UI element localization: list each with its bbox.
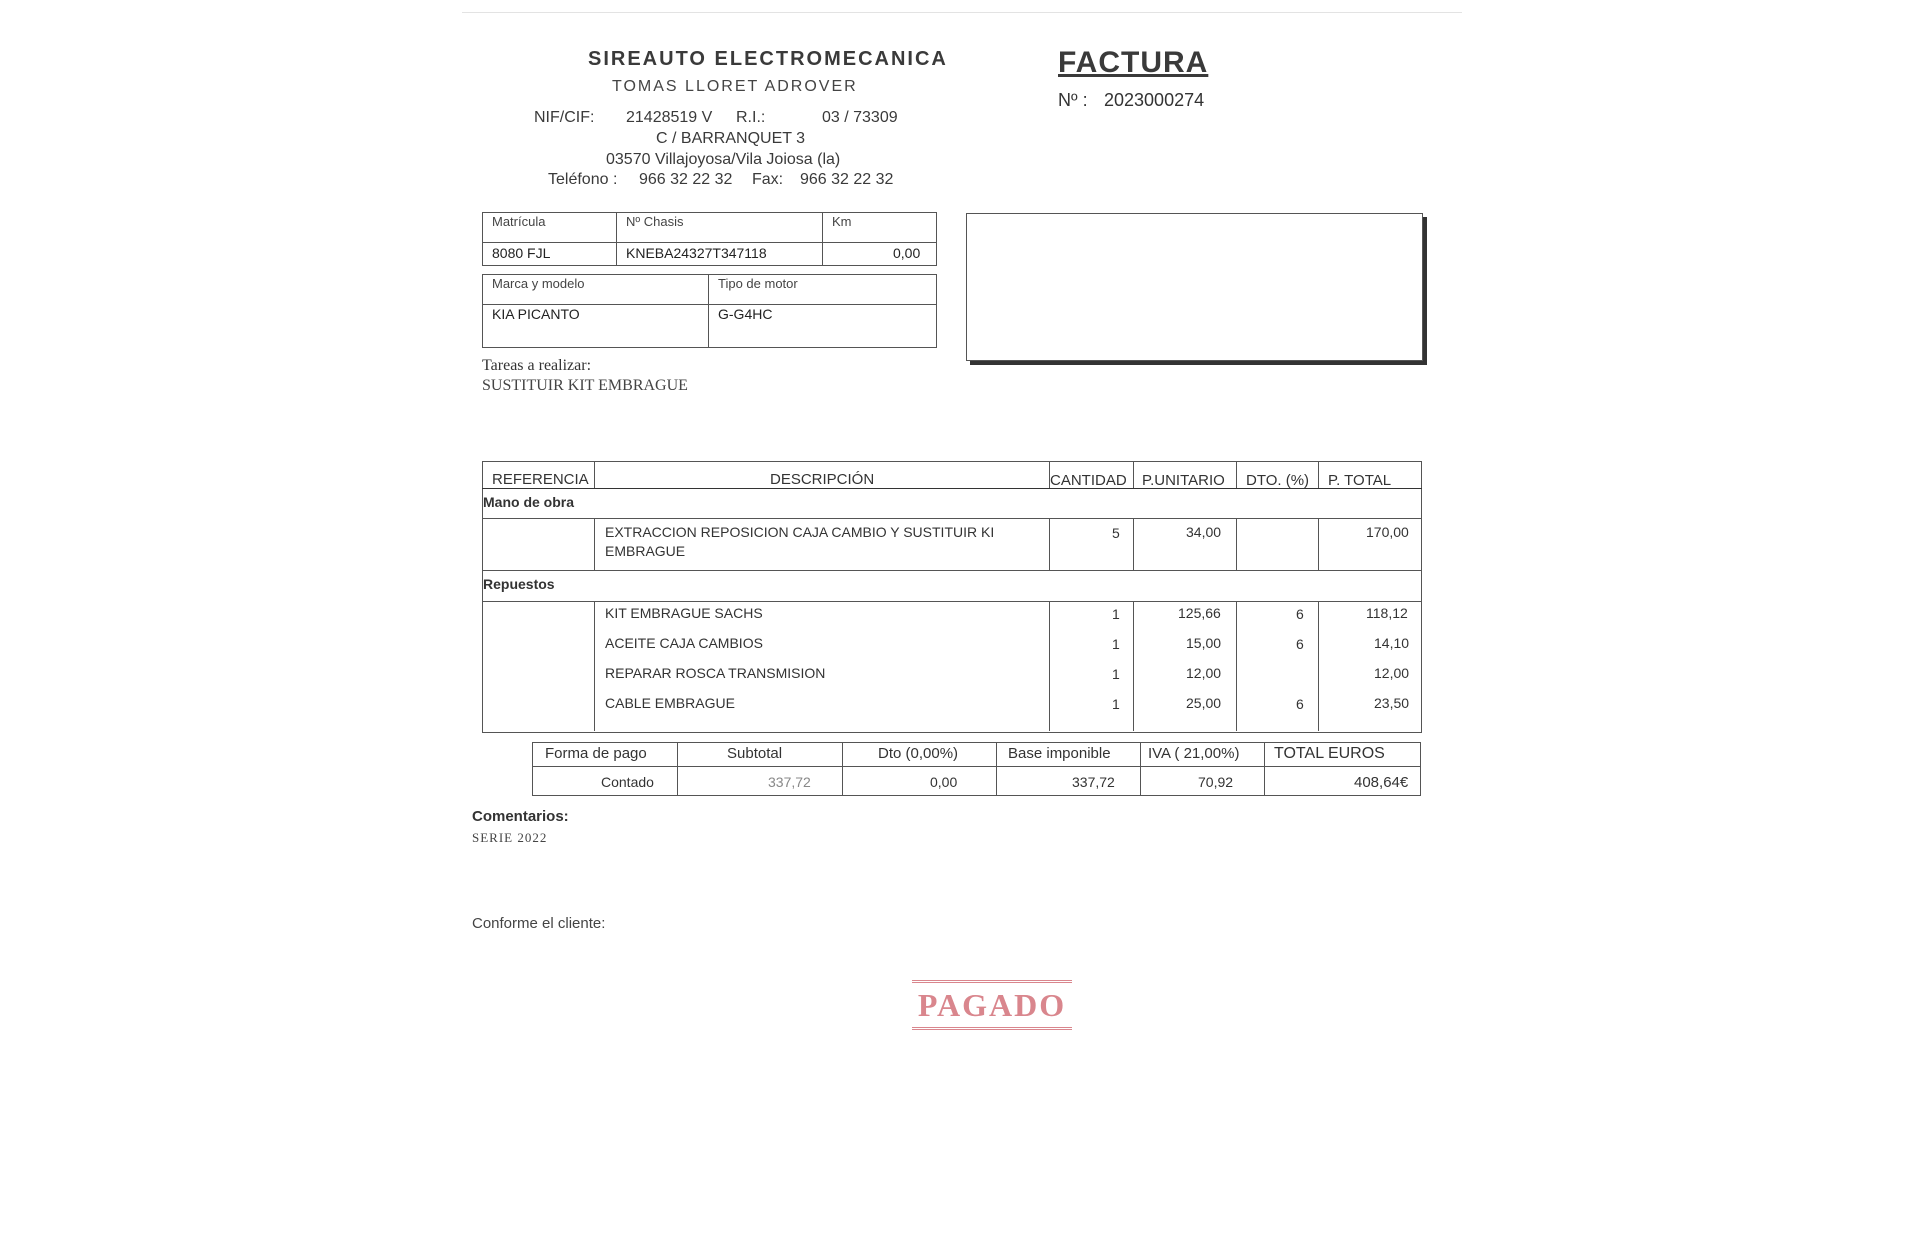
client-address-box — [966, 213, 1423, 361]
company-name: SIREAUTO ELECTROMECANICA — [588, 48, 948, 70]
part-unit: 15,00 — [1186, 635, 1222, 651]
tasks-text: SUSTITUIR KIT EMBRAGUE — [482, 377, 688, 394]
totals-subtotal: 337,72 — [768, 774, 811, 790]
labor-total: 170,00 — [1366, 524, 1409, 540]
vehicle-model-divider — [482, 304, 937, 305]
totals-col5 — [1264, 742, 1265, 796]
totals-header-base: Base imponible — [1008, 745, 1111, 762]
vehicle-id-col1 — [616, 212, 617, 266]
totals-base: 337,72 — [1072, 774, 1115, 790]
col-ref-labor — [594, 518, 595, 570]
invoice-title: FACTURA — [1058, 46, 1209, 79]
vehicle-id-col2 — [822, 212, 823, 266]
km-value: 0,00 — [893, 245, 921, 261]
company-owner: TOMAS LLORET ADROVER — [612, 78, 858, 95]
part-unit: 25,00 — [1186, 695, 1222, 711]
totals-col3 — [996, 742, 997, 796]
labor-desc-line2: EMBRAGUE — [605, 543, 686, 559]
km-label: Km — [832, 214, 852, 229]
engine-value: G-G4HC — [718, 306, 773, 322]
nif-label: NIF/CIF: — [534, 109, 595, 126]
col-disc-parts — [1318, 601, 1319, 731]
part-total: 23,50 — [1374, 695, 1410, 711]
col-desc-parts — [1049, 601, 1050, 731]
header-disc: DTO. (%) — [1246, 472, 1310, 489]
vehicle-model-col — [708, 274, 709, 348]
chassis-value: KNEBA24327T347118 — [626, 245, 767, 261]
part-desc: REPARAR ROSCA TRANSMISION — [605, 665, 826, 681]
labor-bottom-line — [482, 570, 1422, 571]
col-disc-labor — [1318, 518, 1319, 570]
col-ref-parts — [594, 601, 595, 731]
parts-top-line — [482, 601, 1422, 602]
totals-header-total: TOTAL EUROS — [1274, 745, 1385, 762]
part-unit: 125,66 — [1178, 605, 1221, 621]
part-qty: 1 — [1112, 696, 1120, 712]
comments-text: SERIE 2022 — [472, 830, 548, 845]
labor-desc-line1: EXTRACCION REPOSICION CAJA CAMBIO Y SUSTITUIR KI — [605, 524, 995, 540]
part-unit: 12,00 — [1186, 665, 1222, 681]
labor-qty: 5 — [1112, 525, 1120, 541]
client-conformity-label: Conforme el cliente: — [472, 915, 606, 932]
col-unit-parts — [1236, 601, 1237, 731]
col-disc-header — [1318, 461, 1319, 488]
ri-value: 03 / 73309 — [822, 109, 898, 126]
col-qty-labor — [1133, 518, 1134, 570]
part-disc: 6 — [1296, 636, 1304, 652]
plate-value: 8080 FJL — [492, 245, 551, 261]
model-value: KIA PICANTO — [492, 306, 580, 322]
part-total: 12,00 — [1374, 665, 1410, 681]
totals-col2 — [842, 742, 843, 796]
part-qty: 1 — [1112, 636, 1120, 652]
labor-top-line — [482, 518, 1422, 519]
fax-value: 966 32 22 32 — [800, 171, 894, 188]
header-unit: P.UNITARIO — [1142, 472, 1225, 489]
col-unit-labor — [1236, 518, 1237, 570]
invoice-number: 2023000274 — [1104, 90, 1205, 110]
invoice-number-label: Nº : — [1058, 90, 1088, 110]
totals-header-payment: Forma de pago — [545, 745, 647, 762]
top-divider — [462, 12, 1462, 13]
paid-stamp: PAGADO — [912, 980, 1072, 1030]
header-ref: REFERENCIA — [492, 471, 589, 488]
engine-label: Tipo de motor — [718, 276, 798, 291]
header-total: P. TOTAL — [1328, 472, 1392, 489]
tasks-label: Tareas a realizar: — [482, 357, 592, 374]
totals-grand-total: 408,64€ — [1354, 774, 1409, 791]
part-disc: 6 — [1296, 696, 1304, 712]
phone-value: 966 32 22 32 — [639, 171, 733, 188]
totals-payment: Contado — [601, 774, 654, 790]
totals-header-iva: IVA ( 21,00%) — [1148, 745, 1240, 762]
header-desc: DESCRIPCIÓN — [770, 471, 875, 488]
part-total: 14,10 — [1374, 635, 1410, 651]
vehicle-id-divider — [482, 242, 937, 243]
totals-header-subtotal: Subtotal — [727, 745, 783, 762]
items-table — [482, 461, 1422, 733]
phone-label: Teléfono : — [548, 171, 618, 188]
totals-col1 — [677, 742, 678, 796]
labor-section-label: Mano de obra — [483, 494, 575, 510]
col-unit-header — [1236, 461, 1237, 488]
nif-value: 21428519 V — [626, 109, 713, 126]
company-street: C / BARRANQUET 3 — [656, 130, 806, 147]
company-city: 03570 Villajoyosa/Vila Joiosa (la) — [606, 151, 841, 168]
col-qty-parts — [1133, 601, 1134, 731]
col-ref-header — [594, 461, 595, 488]
col-qty-header — [1133, 461, 1134, 488]
fax-label: Fax: — [752, 171, 784, 188]
part-qty: 1 — [1112, 666, 1120, 682]
labor-unit: 34,00 — [1186, 524, 1222, 540]
chassis-label: Nº Chasis — [626, 214, 684, 229]
totals-col4 — [1140, 742, 1141, 796]
plate-label: Matrícula — [492, 214, 546, 229]
totals-header-dto: Dto (0,00%) — [878, 745, 959, 762]
parts-section-label: Repuestos — [483, 576, 555, 592]
totals-divider — [532, 766, 1421, 767]
part-disc: 6 — [1296, 606, 1304, 622]
col-desc-labor — [1049, 518, 1050, 570]
totals-iva: 70,92 — [1198, 774, 1234, 790]
part-qty: 1 — [1112, 606, 1120, 622]
header-qty: CANTIDAD — [1050, 472, 1127, 489]
part-desc: KIT EMBRAGUE SACHS — [605, 605, 763, 621]
comments-label: Comentarios: — [472, 808, 569, 825]
ri-label: R.I.: — [736, 109, 766, 126]
model-label: Marca y modelo — [492, 276, 585, 291]
totals-dto: 0,00 — [930, 774, 958, 790]
part-desc: ACEITE CAJA CAMBIOS — [605, 635, 763, 651]
part-total: 118,12 — [1366, 605, 1408, 621]
part-desc: CABLE EMBRAGUE — [605, 695, 735, 711]
